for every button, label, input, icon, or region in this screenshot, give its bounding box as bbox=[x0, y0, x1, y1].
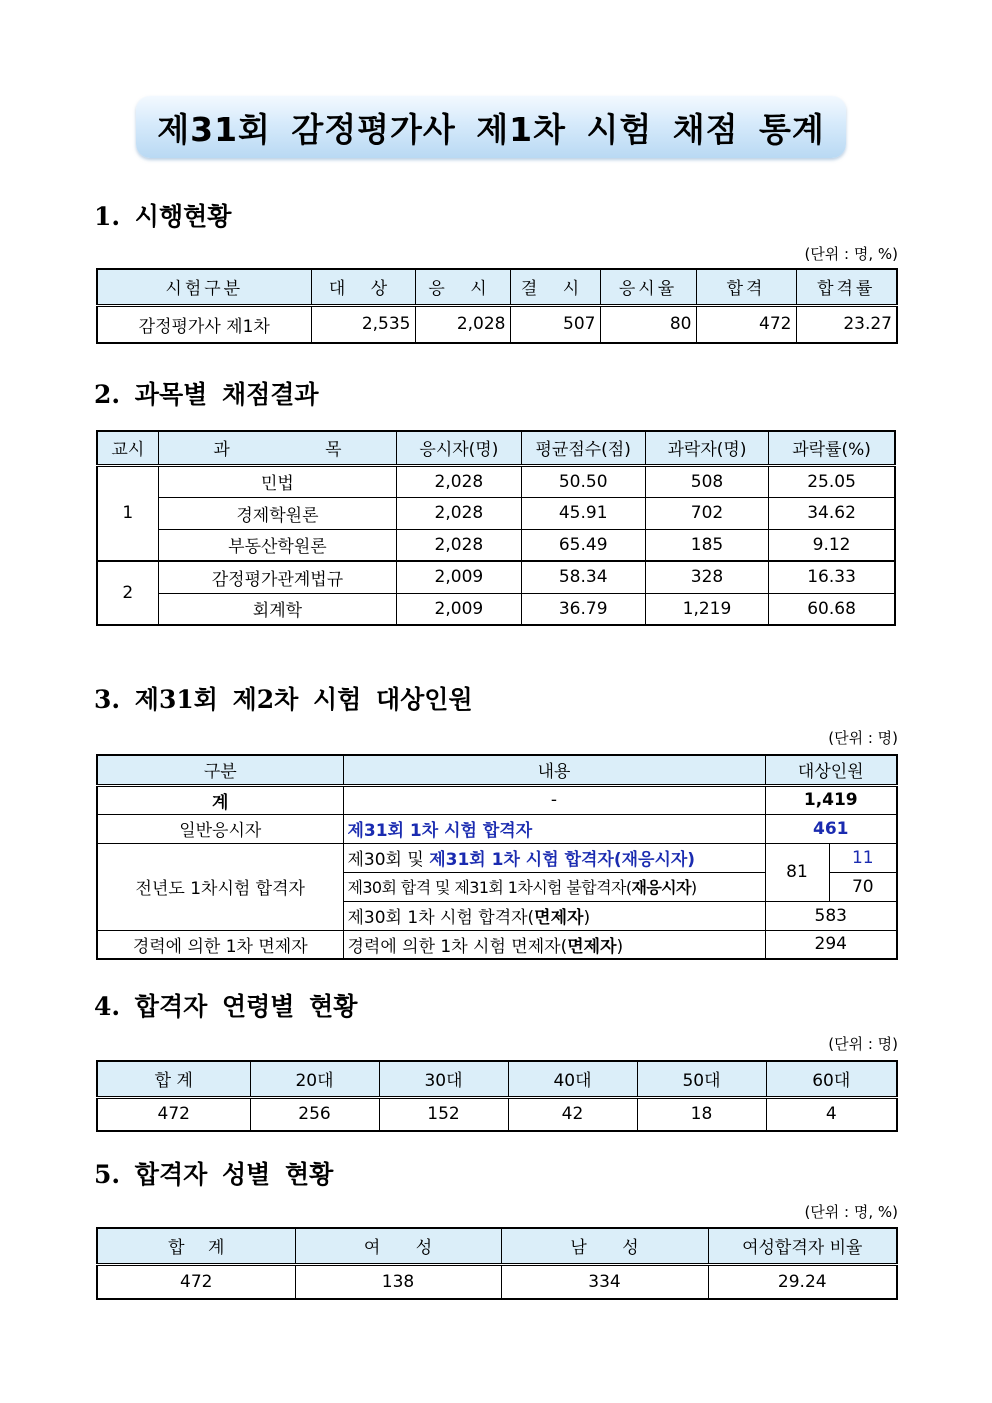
cell-apply-rate: 80 bbox=[600, 305, 696, 343]
gender-distribution-table bbox=[96, 1227, 898, 1300]
cell-gender-total: 472 bbox=[97, 1264, 295, 1299]
cell-career-value: 294 bbox=[765, 930, 897, 959]
header-apply-rate: 응시율 bbox=[600, 269, 696, 305]
age-distribution-table bbox=[96, 1060, 898, 1132]
cell-subject: 민법 bbox=[158, 465, 397, 497]
cell-target: 2,535 bbox=[311, 305, 415, 343]
table-row bbox=[97, 465, 895, 497]
header-fail-count: 과락자(명) bbox=[645, 431, 768, 465]
header-30s: 30대 bbox=[379, 1061, 508, 1097]
cell-career-content bbox=[343, 930, 765, 959]
cell-pass-rate: 23.27 bbox=[796, 305, 897, 343]
cell-subject: 감정평가관계법규 bbox=[158, 561, 397, 593]
cell-subject: 경제학원론 bbox=[158, 497, 397, 529]
cell-subject: 부동산학원론 bbox=[158, 529, 397, 561]
cell-general-value: 461 bbox=[765, 814, 897, 843]
table-row bbox=[97, 785, 897, 814]
section-2-heading: 2. 과목별 채점결과 bbox=[94, 380, 319, 409]
cell-applicants: 2,028 bbox=[397, 465, 521, 497]
cell-fail-rate: 34.62 bbox=[769, 497, 895, 529]
cell-prev-row2-content bbox=[343, 872, 765, 901]
title-banner bbox=[136, 96, 846, 158]
cell-avg-score: 45.91 bbox=[521, 497, 645, 529]
section-3-unit: (단위 : 명) bbox=[828, 729, 898, 747]
cell-fail-rate: 25.05 bbox=[769, 465, 895, 497]
section-4-unit: (단위 : 명) bbox=[828, 1035, 898, 1053]
header-20s: 20대 bbox=[250, 1061, 379, 1097]
header-applied: 응 시 bbox=[415, 269, 510, 305]
exam-overview-table bbox=[96, 268, 898, 344]
cell-applicants: 2,009 bbox=[397, 593, 521, 625]
cell-fail-rate: 9.12 bbox=[769, 529, 895, 561]
cell-avg-score: 65.49 bbox=[521, 529, 645, 561]
cell-fail-count: 508 bbox=[645, 465, 768, 497]
cell-fail-rate: 60.68 bbox=[769, 593, 895, 625]
cell-age-60s: 4 bbox=[766, 1097, 897, 1131]
prev-row2-prefix: 제30회 합격 및 제31회 1차시험 불합격자( bbox=[347, 878, 632, 897]
section-1-unit: (단위 : 명, %) bbox=[804, 245, 898, 263]
cell-prev-row3-value: 583 bbox=[765, 901, 897, 930]
cell-fail-rate: 16.33 bbox=[769, 561, 895, 593]
cell-passed: 472 bbox=[696, 305, 796, 343]
table-row bbox=[97, 1097, 897, 1131]
cell-male: 334 bbox=[501, 1264, 708, 1299]
prev-row3-suffix: ) bbox=[583, 908, 591, 928]
prev-row2-suffix: ) bbox=[690, 878, 697, 897]
header-40s: 40대 bbox=[508, 1061, 637, 1097]
cell-prev-label: 전년도 1차시험 합격자 bbox=[97, 843, 343, 930]
cell-female-ratio: 29.24 bbox=[708, 1264, 897, 1299]
career-prefix: 경력에 의한 1차 시험 면제자( bbox=[347, 936, 568, 957]
cell-general-label: 일반응시자 bbox=[97, 814, 343, 843]
cell-prev-row1-value: 11 bbox=[829, 843, 897, 872]
cell-total-content: - bbox=[343, 785, 765, 814]
header-target: 대 상 bbox=[311, 269, 415, 305]
header-fail-rate: 과락률(%) bbox=[769, 431, 895, 465]
cell-prev-row3-content bbox=[343, 901, 765, 930]
table-row bbox=[97, 305, 897, 343]
cell-subject: 회계학 bbox=[158, 593, 397, 625]
cell-applicants: 2,028 bbox=[397, 497, 521, 529]
table-row bbox=[97, 814, 897, 843]
cell-age-30s: 152 bbox=[379, 1097, 508, 1131]
cell-age-total: 472 bbox=[97, 1097, 250, 1131]
header-female: 여 성 bbox=[295, 1228, 501, 1264]
cell-prev-row1-content bbox=[343, 843, 765, 872]
table-row bbox=[97, 843, 897, 872]
cell-applicants: 2,028 bbox=[397, 529, 521, 561]
cell-applied: 2,028 bbox=[415, 305, 510, 343]
header-50s: 50대 bbox=[637, 1061, 766, 1097]
cell-fail-count: 702 bbox=[645, 497, 768, 529]
prev-row3-prefix: 제30회 1차 시험 합격자( bbox=[347, 908, 535, 928]
table-row bbox=[97, 497, 895, 529]
prev-row1-prefix: 제30회 및 bbox=[347, 850, 430, 870]
header-content: 내용 bbox=[343, 755, 765, 785]
cell-exam-type: 감정평가사 제1차 bbox=[97, 305, 311, 343]
header-absent: 결 시 bbox=[510, 269, 600, 305]
cell-period: 2 bbox=[97, 561, 158, 625]
cell-prev-subtotal: 81 bbox=[765, 843, 829, 901]
cell-absent: 507 bbox=[510, 305, 600, 343]
cell-total-label: 계 bbox=[97, 785, 343, 814]
header-male: 남 성 bbox=[501, 1228, 708, 1264]
cell-age-50s: 18 bbox=[637, 1097, 766, 1131]
cell-avg-score: 36.79 bbox=[521, 593, 645, 625]
cell-female: 138 bbox=[295, 1264, 501, 1299]
section-5-heading: 5. 합격자 성별 현황 bbox=[94, 1160, 334, 1189]
cell-applicants: 2,009 bbox=[397, 561, 521, 593]
section-3-heading: 3. 제31회 제2차 시험 대상인원 bbox=[94, 685, 473, 714]
section-1-heading: 1. 시행현황 bbox=[94, 202, 232, 231]
cell-career-label: 경력에 의한 1차 면제자 bbox=[97, 930, 343, 959]
table-row bbox=[97, 561, 895, 593]
cell-fail-count: 1,219 bbox=[645, 593, 768, 625]
table-row bbox=[97, 930, 897, 959]
header-pass-rate: 합격률 bbox=[796, 269, 897, 305]
table-row bbox=[97, 529, 895, 561]
cell-age-40s: 42 bbox=[508, 1097, 637, 1131]
prev-row2-bold: 재응시자 bbox=[631, 878, 691, 897]
cell-prev-row2-value: 70 bbox=[829, 872, 897, 901]
header-category: 구분 bbox=[97, 755, 343, 785]
header-60s: 60대 bbox=[766, 1061, 897, 1097]
table-row bbox=[97, 593, 895, 625]
header-total: 합 계 bbox=[97, 1061, 250, 1097]
prev-row1-highlight: 제31회 1차 시험 합격자(재응시자) bbox=[429, 850, 696, 870]
cell-fail-count: 185 bbox=[645, 529, 768, 561]
section-5-unit: (단위 : 명, %) bbox=[804, 1203, 898, 1221]
subject-results-table bbox=[96, 430, 896, 626]
header-total: 합 계 bbox=[97, 1228, 295, 1264]
header-period: 교시 bbox=[97, 431, 158, 465]
header-passed: 합격 bbox=[696, 269, 796, 305]
cell-total-value: 1,419 bbox=[765, 785, 897, 814]
header-target-count: 대상인원 bbox=[765, 755, 897, 785]
page-title: 제31회 감정평가사 제1차 시험 채점 통계 bbox=[157, 109, 825, 149]
header-female-ratio: 여성합격자 비율 bbox=[708, 1228, 897, 1264]
cell-period: 1 bbox=[97, 465, 158, 561]
cell-avg-score: 50.50 bbox=[521, 465, 645, 497]
career-bold: 면제자 bbox=[567, 936, 617, 957]
cell-fail-count: 328 bbox=[645, 561, 768, 593]
cell-general-content: 제31회 1차 시험 합격자 bbox=[343, 814, 765, 843]
header-avg-score: 평균점수(점) bbox=[521, 431, 645, 465]
cell-age-20s: 256 bbox=[250, 1097, 379, 1131]
career-suffix: ) bbox=[616, 936, 624, 957]
header-applicants: 응시자(명) bbox=[397, 431, 521, 465]
header-exam-type: 시험구분 bbox=[97, 269, 311, 305]
cell-avg-score: 58.34 bbox=[521, 561, 645, 593]
header-subject: 과 목 bbox=[158, 431, 397, 465]
section-4-heading: 4. 합격자 연령별 현황 bbox=[94, 992, 358, 1021]
second-exam-target-table bbox=[96, 754, 898, 960]
prev-row3-bold: 면제자 bbox=[534, 908, 584, 928]
table-row bbox=[97, 1264, 897, 1299]
